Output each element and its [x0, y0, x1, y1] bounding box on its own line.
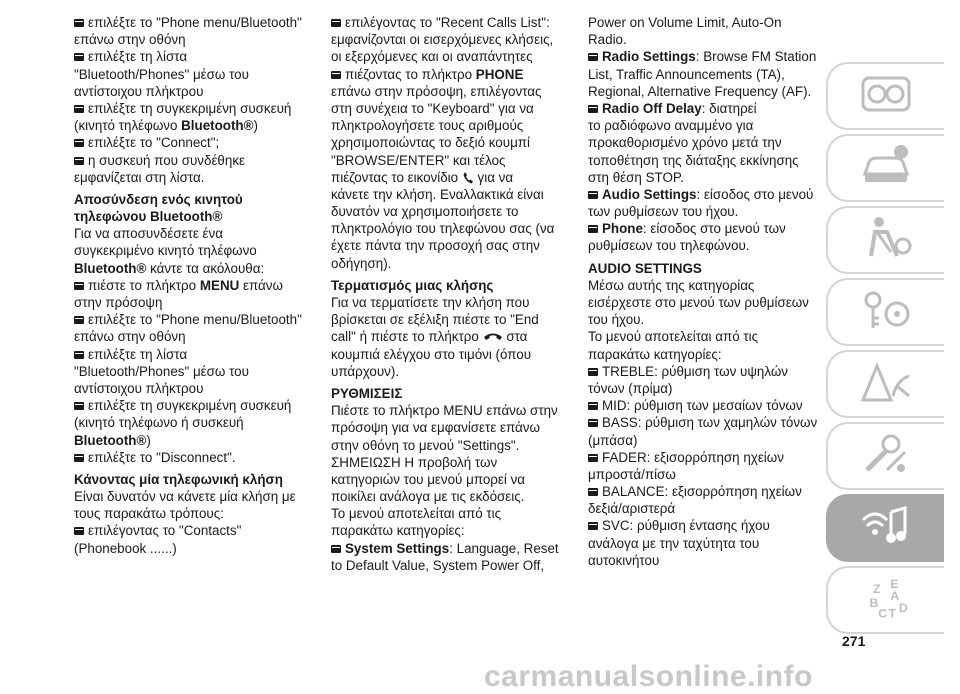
text-line [74, 505, 312, 522]
text-run: Για να αποσυνδέσετε ένα [74, 226, 223, 242]
text-line [331, 419, 571, 436]
text-run: κουμπιά ελέγχου στο τιμόνι (όπου [331, 346, 532, 362]
warning-triangle-icon [857, 356, 915, 413]
bold-term: Bluetooth® [74, 432, 147, 448]
text-run: των ρυθμίσεων του ήχου. [588, 204, 739, 220]
text-line [74, 169, 312, 186]
text-run: χρησιμοποιώντας το δεξιό κουμπί [331, 135, 531, 151]
bullet-icon [331, 71, 341, 79]
text-run: τους παρακάτω τρόπους: [74, 506, 224, 522]
text-line [588, 48, 820, 65]
text-line [331, 203, 571, 220]
text-run: οι εξερχόμενες και οι αναπάντητες [331, 49, 533, 65]
text-run: κατηγοριών του μενού μπορεί να [331, 471, 526, 487]
text-line [588, 169, 820, 186]
text-line [74, 488, 312, 505]
bold-term: Bluetooth® [74, 260, 147, 276]
bold-term: Bluetooth® [181, 118, 254, 134]
text-run: εισέρχεστε στο μενού των ρυθμίσεων [588, 295, 809, 310]
bullet-icon [74, 139, 84, 147]
text-run: δυνατόν να χρησιμοποιήσετε το [331, 204, 519, 220]
text-run: η συσκευή που συνδέθηκε [88, 152, 245, 168]
key-steering-icon [857, 284, 915, 341]
text-line [74, 83, 312, 100]
text-line [588, 66, 820, 83]
text-run: πιέστε το πλήκτρο [88, 277, 200, 293]
text-line [74, 414, 312, 431]
text-run: πρόσοψη για να εμφανίσετε επάνω [331, 420, 540, 436]
text-run: επιλέξτε το "Connect"; [88, 135, 220, 151]
text-line [331, 505, 571, 522]
bold-term: Audio Settings [602, 186, 697, 202]
text-line [331, 237, 571, 254]
dashboard-icon [857, 68, 915, 125]
text-line [588, 432, 820, 449]
bullet-icon [74, 316, 84, 324]
text-run: επάνω στην οθόνη [74, 32, 186, 48]
text-line [74, 522, 312, 539]
bullet-icon [74, 351, 84, 359]
text-run: στην πρόσοψη [74, 295, 163, 310]
bullet-icon [74, 282, 84, 290]
text-line [588, 220, 820, 237]
text-line [588, 311, 820, 328]
text-run: Radio. [588, 32, 627, 48]
text-run: επιλέξτε τη λίστα [88, 346, 188, 362]
text-run: SVC: ρύθμιση έντασης ήχου [602, 518, 770, 534]
text-run: "Bluetooth/Phones" μέσω του [74, 66, 249, 82]
text-line [74, 432, 312, 449]
text-run: επάνω στην οθόνη [74, 329, 186, 345]
text-run: στη συνέχεια το "Keyboard" για να [331, 100, 534, 116]
section-heading [74, 191, 312, 208]
text-line [331, 540, 571, 557]
section-heading [74, 471, 312, 488]
text-line [74, 328, 312, 345]
text-run: (κινητό τηλέφωνο [74, 118, 182, 134]
text-line [588, 203, 820, 220]
text-line [74, 311, 312, 328]
bullet-icon [74, 105, 84, 113]
text-line [331, 169, 571, 186]
section-heading [331, 385, 571, 402]
text-run: επιλέξτε τη λίστα [88, 49, 188, 65]
text-run: Το μενού αποτελείται από τις [588, 329, 759, 345]
chapter-tabs [826, 62, 944, 638]
section-heading [588, 260, 820, 277]
text-line [331, 328, 571, 345]
text-run: πιέζοντας το εικονίδιο [331, 169, 462, 185]
text-run: BASS: ρύθμιση των χαμηλών τόνων [602, 415, 818, 431]
text-line [74, 397, 312, 414]
text-line [74, 346, 312, 363]
text-run: στην οθόνη το μενού "Settings". [331, 437, 520, 453]
text-run: αντίστοιχου πλήκτρου [74, 83, 204, 99]
bullet-icon [588, 522, 598, 530]
text-run: επιλέξτε το "Disconnect". [88, 449, 236, 465]
bold-term: Radio Off Delay [602, 100, 702, 116]
page-number: 271 [842, 633, 866, 649]
bullet-icon [74, 53, 84, 61]
text-line [74, 540, 312, 557]
text-line [588, 83, 820, 100]
bullet-icon [331, 19, 341, 27]
text-line [588, 277, 820, 294]
text-run: επιλέξτε το "Phone menu/Bluetooth" [88, 15, 302, 30]
text-run: κάνετε την κλήση. Εναλλακτικά είναι [331, 186, 544, 202]
text-run: επιλέγοντας το "Recent Calls List": [345, 15, 550, 30]
text-run: ΣΗΜΕΙΩΣΗ Η προβολή των [331, 454, 498, 470]
bullet-icon [588, 419, 598, 427]
text-line [74, 31, 312, 48]
text-run: : διατηρεί [701, 100, 757, 116]
text-line [588, 363, 820, 380]
text-run: "Bluetooth/Phones" μέσω του [74, 363, 249, 379]
text-run: to Default Value, System Power Off, [331, 557, 545, 573]
text-run: Πιέστε το πλήκτρο MENU επάνω στην [331, 403, 558, 419]
multimedia-icon [857, 500, 915, 557]
text-run: BALANCE: εξισορρόπηση ηχείων [602, 484, 802, 500]
text-run: κάντε τα ακόλουθα: [146, 260, 265, 276]
text-line [588, 466, 820, 483]
text-line [588, 517, 820, 534]
text-run: AUDIO SETTINGS [588, 260, 702, 276]
text-run: του ήχου. [588, 312, 645, 328]
text-line [331, 437, 571, 454]
text-run: αυτοκινήτου [588, 552, 660, 568]
text-line [74, 380, 312, 397]
svg-text:D: D [899, 601, 908, 616]
bullet-icon [588, 454, 598, 462]
index-letters-icon [857, 574, 915, 626]
text-line [331, 220, 571, 237]
text-line [74, 48, 312, 65]
text-line [588, 186, 820, 203]
text-run: επιλέξτε το "Phone menu/Bluetooth" [88, 312, 302, 328]
text-line [331, 363, 571, 380]
bullet-icon [331, 545, 341, 553]
text-run: Μέσω αυτής της κατηγορίας [588, 277, 755, 293]
text-run: (Phonebook ......) [74, 540, 177, 556]
tools-maintenance-icon [857, 428, 915, 485]
bold-term: PHONE [475, 66, 524, 82]
text-line [331, 134, 571, 151]
bold-term: Phone [602, 221, 643, 237]
text-line [74, 100, 312, 117]
text-run: παρακάτω κατηγορίες: [588, 346, 722, 362]
bold-term: System Settings [345, 540, 450, 556]
bullet-icon [588, 368, 598, 376]
text-run: (κινητό τηλέφωνο ή συσκευή [74, 415, 244, 431]
text-run: πιέζοντας το πλήκτρο [345, 66, 476, 82]
tab-multimedia[interactable] [826, 494, 944, 562]
text-run: Κάνοντας μία τηλεφωνική κλήση [74, 471, 283, 487]
text-line [331, 152, 571, 169]
text-run: εμφανίζεται στη λίστα. [74, 169, 205, 185]
section-heading [74, 208, 312, 225]
column-left [74, 14, 312, 557]
text-line [74, 363, 312, 380]
text-run: έχετε πάντα την προσοχή σας στην [331, 238, 540, 254]
text-line [588, 328, 820, 345]
text-line [331, 100, 571, 117]
text-run: TREBLE: ρύθμιση των υψηλών [602, 363, 788, 379]
text-line [74, 277, 312, 294]
text-run: Τερματισμός μιας κλήσης [331, 277, 494, 293]
text-run: επιλέξτε τη συγκεκριμένη συσκευή [88, 100, 292, 116]
text-line [331, 454, 571, 471]
bullet-icon [588, 191, 598, 199]
text-run: ) [253, 118, 258, 134]
text-line [331, 294, 571, 311]
tab-index-letters[interactable] [826, 566, 944, 634]
text-line [331, 471, 571, 488]
text-line [331, 488, 571, 505]
bullet-icon [588, 402, 598, 410]
text-run: ΡΥΘΜΙΣΕΙΣ [331, 385, 403, 401]
text-line [588, 294, 820, 311]
text-run: MID: ρύθμιση των μεσαίων τόνων [602, 398, 803, 414]
tab-tools-maintenance[interactable] [826, 422, 944, 490]
bullet-icon [74, 157, 84, 165]
text-line [588, 380, 820, 397]
bullet-icon [74, 454, 84, 462]
column-right [588, 14, 820, 569]
text-run: τοποθέτηση της διάταξης εκκίνησης [588, 152, 799, 168]
text-run: : είσοδος στο μενού [696, 186, 814, 202]
text-run: βρίσκεται σε εξέλιξη πιέστε το "End [331, 312, 539, 328]
text-run: τηλεφώνου Bluetooth® [74, 209, 223, 225]
text-line [588, 134, 820, 151]
bullet-icon [74, 527, 84, 535]
text-run: : είσοδος στο μενού των [642, 221, 786, 237]
svg-text:E: E [890, 576, 899, 591]
tab-key-steering[interactable] [826, 278, 944, 346]
text-run: "BROWSE/ENTER" και τέλος [331, 152, 506, 168]
text-line [588, 14, 820, 31]
text-run: Power on Volume Limit, Auto-On [588, 15, 782, 30]
text-line [588, 100, 820, 117]
tab-car-info[interactable] [826, 134, 944, 202]
text-line [588, 31, 820, 48]
text-line [74, 66, 312, 83]
text-run: πληκτρολογήσετε τους αριθμούς [331, 118, 524, 134]
text-run: ποικίλει ανάλογα με τις εκδόσεις. [331, 489, 525, 505]
text-line [331, 186, 571, 203]
bold-term: MENU [199, 277, 240, 293]
text-run: Regional, Alternative Frequency (AF). [588, 83, 812, 99]
bullet-icon [74, 19, 84, 27]
text-run: (μπάσα) [588, 432, 638, 448]
text-line [331, 66, 571, 83]
text-run: ανάλογα με την ταχύτητα του [588, 535, 760, 551]
text-run: δεξιά/αριστερά [588, 501, 676, 517]
text-line [74, 117, 312, 134]
text-line [74, 242, 312, 259]
svg-text:A: A [890, 589, 900, 603]
text-line [588, 552, 820, 569]
text-line [588, 237, 820, 254]
text-run: για να [473, 169, 514, 185]
text-line [74, 449, 312, 466]
text-run: Είναι δυνατόν να κάνετε μία κλήση με [74, 489, 296, 505]
text-run: call" ή πιέστε το πλήκτρο [331, 329, 483, 345]
text-line [74, 134, 312, 151]
text-line [74, 152, 312, 169]
text-run: : Language, Reset [449, 540, 559, 556]
text-run: οδήγηση). [331, 255, 392, 271]
text-run: το ραδιόφωνο αναμμένο για [588, 118, 754, 134]
tab-warning-triangle[interactable] [826, 350, 944, 418]
text-line [588, 483, 820, 500]
text-line [331, 255, 571, 272]
text-line [331, 48, 571, 65]
bullet-icon [74, 402, 84, 410]
column-middle [331, 14, 571, 574]
text-run: FADER: εξισορρόπηση ηχείων [602, 449, 784, 465]
phone-hangup-icon [483, 329, 503, 344]
text-line [331, 31, 571, 48]
text-run: τόνων (πρίμα) [588, 380, 673, 396]
text-run: Αποσύνδεση ενός κινητού [74, 191, 243, 207]
svg-text:Z: Z [873, 582, 881, 597]
text-run: παρακάτω κατηγορίες: [331, 523, 465, 539]
text-run: πληκτρολόγιο του τηλεφώνου σας (να [331, 221, 555, 237]
phone-call-icon [462, 170, 474, 185]
text-run: ) [146, 432, 151, 448]
text-run: επάνω [239, 277, 283, 293]
svg-text:B: B [869, 595, 879, 610]
text-run: στη θέση STOP. [588, 169, 684, 185]
footer-watermark: carmanualsonline.info [484, 660, 813, 693]
tab-seatbelt-safety[interactable] [826, 206, 944, 274]
text-run: ρυθμίσεων του τηλεφώνου. [588, 238, 750, 254]
text-run: μπροστά/πίσω [588, 466, 676, 482]
car-info-icon [857, 140, 915, 197]
text-line [588, 117, 820, 134]
bullet-icon [588, 488, 598, 496]
text-run: προκαθορισμένο χρόνο μετά την [588, 135, 782, 151]
text-line [331, 117, 571, 134]
text-run: επάνω στην πρόσοψη, επιλέγοντας [331, 83, 542, 99]
text-run: εμφανίζονται οι εισερχόμενες κλήσεις, [331, 32, 554, 48]
text-run: επιλέγοντας το "Contacts" [88, 523, 242, 539]
text-line [331, 346, 571, 363]
text-run: Για να τερματίσετε την κλήση που [331, 295, 530, 310]
text-line [588, 346, 820, 363]
text-run: συγκεκριμένο κινητό τηλέφωνο [74, 243, 257, 259]
svg-text:T: T [888, 606, 897, 621]
section-heading [331, 277, 571, 294]
bullet-icon [588, 105, 598, 113]
seatbelt-safety-icon [857, 212, 915, 269]
text-run: στα [502, 329, 528, 345]
text-line [588, 152, 820, 169]
tab-dashboard[interactable] [826, 62, 944, 130]
text-line [588, 449, 820, 466]
text-line [74, 14, 312, 31]
text-run: υπάρχουν). [331, 363, 400, 379]
text-line [331, 402, 571, 419]
text-line [331, 14, 571, 31]
text-line [588, 535, 820, 552]
text-run: List, Traffic Announcements (TA), [588, 66, 785, 82]
bold-term: Radio Settings [602, 49, 696, 65]
text-run: επιλέξτε τη συγκεκριμένη συσκευή [88, 398, 292, 414]
text-line [331, 311, 571, 328]
text-run: αντίστοιχου πλήκτρου [74, 380, 204, 396]
text-run: : Browse FM Station [695, 49, 817, 65]
text-line [588, 397, 820, 414]
svg-text:C: C [878, 606, 887, 621]
text-run: Το μενού αποτελείται από τις [331, 506, 502, 522]
text-line [331, 522, 571, 539]
text-line [588, 414, 820, 431]
text-line [588, 500, 820, 517]
text-line [74, 294, 312, 311]
bullet-icon [588, 53, 598, 61]
text-line [331, 83, 571, 100]
bullet-icon [588, 225, 598, 233]
text-line [74, 225, 312, 242]
text-line [331, 557, 571, 574]
text-line [74, 260, 312, 277]
